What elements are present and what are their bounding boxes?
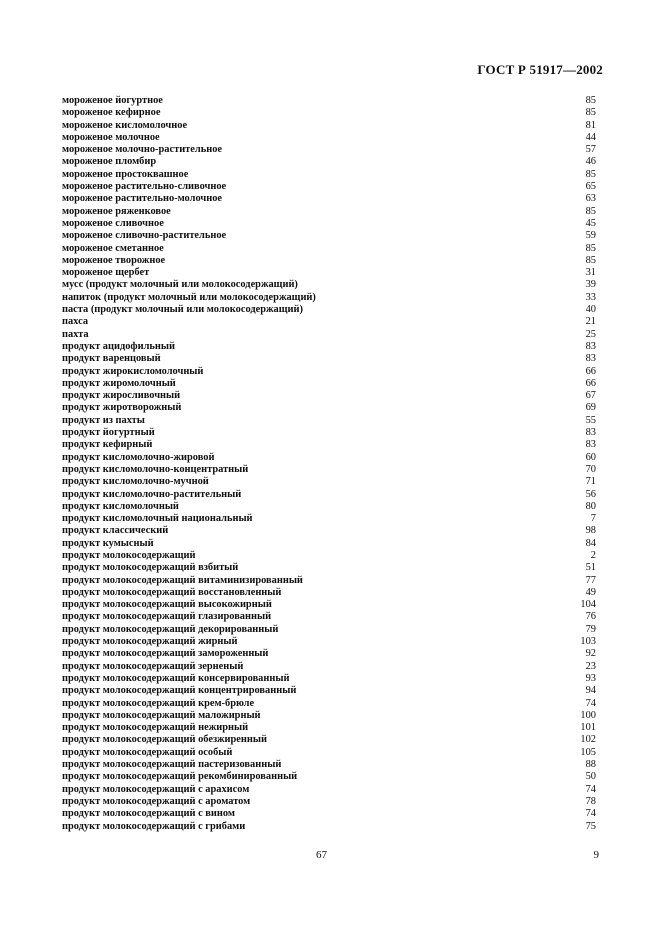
index-page-ref: 57	[585, 144, 596, 156]
index-term: продукт молокосодержащий рекомбинированный	[62, 771, 298, 783]
index-entry	[62, 156, 596, 168]
index-term: продукт жирокисломолочный	[62, 365, 204, 377]
index-term: продукт жиросливочный	[62, 390, 181, 402]
index-entry	[62, 132, 596, 144]
index-entry	[62, 107, 596, 119]
index-entry	[62, 476, 596, 488]
index-entry	[62, 710, 596, 722]
index-term: продукт молокосодержащий восстановленный	[62, 586, 282, 598]
index-entry	[62, 685, 596, 697]
index-page-ref: 49	[585, 586, 596, 598]
index-entry	[62, 821, 596, 833]
index-entry	[62, 169, 596, 181]
index-term: продукт молокосодержащий замороженный	[62, 648, 269, 660]
index-page-ref: 69	[585, 402, 596, 414]
index-page-ref: 66	[585, 365, 596, 377]
index-term: продукт кисломолочно-растительный	[62, 488, 242, 500]
index-page-ref: 85	[585, 95, 596, 106]
index-page-ref: 46	[585, 156, 596, 168]
footer-page-number-center: 67	[316, 849, 327, 861]
index-term: продукт из пахты	[62, 414, 145, 426]
index-page-ref: 83	[585, 439, 596, 451]
index-page-ref: 101	[580, 722, 596, 734]
index-entry	[62, 255, 596, 267]
index-entry	[62, 439, 596, 451]
index-term: продукт молокосодержащий	[62, 549, 196, 561]
index-entry	[62, 599, 596, 611]
index-page-ref: 31	[585, 267, 596, 279]
index-page-ref: 105	[580, 746, 596, 758]
index-page-ref: 74	[585, 808, 596, 820]
index-term: мороженое молочное	[62, 131, 160, 143]
index-term: продукт молокосодержащий нежирный	[62, 722, 249, 734]
index-page-ref: 67	[585, 390, 596, 402]
index-page-ref: 66	[585, 377, 596, 389]
index-entry	[62, 329, 596, 341]
index-entry	[62, 279, 596, 291]
index-term: продукт кисломолочный национальный	[62, 513, 253, 525]
index-term: мороженое щербет	[62, 267, 150, 279]
index-page-ref: 83	[585, 340, 596, 352]
index-entry	[62, 230, 596, 242]
index-term: продукт молокосодержащий жирный	[62, 636, 238, 648]
index-page-ref: 7	[590, 513, 596, 525]
index-page-ref: 2	[590, 549, 596, 561]
index-term: продукт молокосодержащий консервированный	[62, 672, 290, 684]
index-term: продукт молокосодержащий зерненый	[62, 660, 244, 672]
index-page-ref: 84	[585, 537, 596, 549]
index-page-ref: 80	[585, 500, 596, 512]
index-entry	[62, 673, 596, 685]
index-page-ref: 23	[585, 660, 596, 672]
index-term: мороженое простоквашное	[62, 168, 189, 180]
index-term: мороженое йогуртное	[62, 95, 163, 106]
index-term: продукт классический	[62, 525, 169, 537]
index-page-ref: 100	[580, 709, 596, 721]
index-term: продукт молокосодержащий концентрированный	[62, 685, 297, 697]
index-term: продукт варенцовый	[62, 353, 161, 365]
document-code-header: ГОСТ Р 51917—2002	[477, 62, 603, 77]
index-entry	[62, 193, 596, 205]
index-term: пахса	[62, 316, 89, 328]
index-term: продукт жиротворожный	[62, 402, 182, 414]
index-entry	[62, 489, 596, 501]
index-entry	[62, 661, 596, 673]
index-term: продукт кисломолочно-концентратный	[62, 463, 249, 475]
index-page-ref: 81	[585, 119, 596, 131]
index-page-ref: 75	[585, 820, 596, 832]
index-page-ref: 83	[585, 427, 596, 439]
index-term: продукт молокосодержащий декорированный	[62, 623, 279, 635]
index-entry	[62, 206, 596, 218]
index-term: мороженое кисломолочное	[62, 119, 188, 131]
index-term: мороженое сливочно-растительное	[62, 230, 227, 242]
index-entry	[62, 304, 596, 316]
index-entry	[62, 316, 596, 328]
index-term: продукт молокосодержащий глазированный	[62, 611, 272, 623]
index-entry	[62, 513, 596, 525]
index-page-ref: 94	[585, 685, 596, 697]
index-page-ref: 74	[585, 697, 596, 709]
index-page-ref: 103	[580, 636, 596, 648]
index-term: продукт молокосодержащий высокожирный	[62, 599, 272, 611]
index-page-ref: 77	[585, 574, 596, 586]
index-page-ref: 85	[585, 254, 596, 266]
index-entry	[62, 390, 596, 402]
index-page-ref: 55	[585, 414, 596, 426]
index-page-ref: 56	[585, 488, 596, 500]
index-term: мороженое растительно-молочное	[62, 193, 223, 205]
index-term: продукт кисломолочный	[62, 500, 179, 512]
index-entry	[62, 378, 596, 390]
index-entry	[62, 771, 596, 783]
index-entry	[62, 267, 596, 279]
index-entry	[62, 808, 596, 820]
index-entry	[62, 353, 596, 365]
index-page-ref: 93	[585, 672, 596, 684]
index-term: мороженое сметанное	[62, 242, 164, 254]
index-term: продукт молокосодержащий витаминизированный	[62, 574, 303, 586]
index-entry	[62, 587, 596, 599]
index-page-ref: 79	[585, 623, 596, 635]
index-page-ref: 45	[585, 217, 596, 229]
index-term: мороженое ряженковое	[62, 205, 171, 217]
index-term: продукт молокосодержащий маложирный	[62, 709, 261, 721]
index-term: продукт молокосодержащий крем-брюле	[62, 697, 255, 709]
index-page-ref: 71	[585, 476, 596, 488]
index-term: пахта	[62, 328, 89, 340]
index-term: продукт молокосодержащий взбитый	[62, 562, 239, 574]
index-entry	[62, 427, 596, 439]
footer-page-number-right: 9	[593, 849, 599, 861]
index-page-ref: 33	[585, 291, 596, 303]
index-entry	[62, 575, 596, 587]
index-term: продукт молокосодержащий с грибами	[62, 820, 246, 832]
index-page-ref: 104	[580, 599, 596, 611]
index-page-ref: 76	[585, 611, 596, 623]
index-entry	[62, 636, 596, 648]
index-entry	[62, 624, 596, 636]
index-page-ref: 85	[585, 107, 596, 119]
index-page-ref: 51	[585, 562, 596, 574]
index-entry	[62, 95, 596, 107]
index-term: мороженое творожное	[62, 254, 166, 266]
index-term: мороженое растительно-сливочное	[62, 181, 227, 193]
index-term: продукт кефирный	[62, 439, 153, 451]
index-entry	[62, 415, 596, 427]
index-page-ref: 44	[585, 131, 596, 143]
index-entry	[62, 501, 596, 513]
index-entry	[62, 292, 596, 304]
index-page-ref: 85	[585, 205, 596, 217]
index-term: мороженое кефирное	[62, 107, 161, 119]
index-page-ref: 74	[585, 783, 596, 795]
index-page-ref: 85	[585, 168, 596, 180]
index-page-ref: 59	[585, 230, 596, 242]
index-page-ref: 83	[585, 353, 596, 365]
index-page-ref: 98	[585, 525, 596, 537]
index-term: продукт кумысный	[62, 537, 154, 549]
index-entry	[62, 452, 596, 464]
index-page-ref: 60	[585, 451, 596, 463]
index-entry	[62, 722, 596, 734]
index-term: продукт жиромолочный	[62, 377, 176, 389]
index-term: продукт кисломолочно-жировой	[62, 451, 215, 463]
index-page-ref: 25	[585, 328, 596, 340]
index-entry	[62, 120, 596, 132]
index-page-ref: 92	[585, 648, 596, 660]
index-entry	[62, 648, 596, 660]
index-page-ref: 70	[585, 463, 596, 475]
index-entry	[62, 464, 596, 476]
index-entry	[62, 698, 596, 710]
index-entry	[62, 550, 596, 562]
index-page-ref: 21	[585, 316, 596, 328]
index-entry	[62, 562, 596, 574]
index-term: напиток (продукт молочный или молокосодержащий)	[62, 291, 316, 303]
index-term: мусс (продукт молочный или молокосодержащий)	[62, 279, 298, 291]
index-entry	[62, 538, 596, 550]
index-entry	[62, 402, 596, 414]
index-page-ref: 85	[585, 242, 596, 254]
index-term: мороженое пломбир	[62, 156, 157, 168]
index-entry	[62, 796, 596, 808]
index-page-ref: 65	[585, 181, 596, 193]
index-page-ref: 102	[580, 734, 596, 746]
index-entry	[62, 784, 596, 796]
index-entry	[62, 243, 596, 255]
index-entry	[62, 341, 596, 353]
index-page-ref: 88	[585, 759, 596, 771]
index-term: продукт молокосодержащий обезжиренный	[62, 734, 267, 746]
index-page-ref: 40	[585, 304, 596, 316]
index-page-ref: 39	[585, 279, 596, 291]
index-page-ref: 50	[585, 771, 596, 783]
index-entry	[62, 525, 596, 537]
index-entry	[62, 734, 596, 746]
index-term: продукт молокосодержащий с вином	[62, 808, 235, 820]
index-entry	[62, 366, 596, 378]
index-term: продукт молокосодержащий с арахисом	[62, 783, 250, 795]
index-term: мороженое сливочное	[62, 217, 164, 229]
index-term: паста (продукт молочный или молокосодержащий)	[62, 304, 303, 316]
index-term: продукт кисломолочно-мучной	[62, 476, 209, 488]
index-entry	[62, 144, 596, 156]
index-page-ref: 78	[585, 795, 596, 807]
index-term: продукт молокосодержащий пастеризованный	[62, 759, 282, 771]
index-entry	[62, 218, 596, 230]
index-term: мороженое молочно-растительное	[62, 144, 223, 156]
index-entry	[62, 747, 596, 759]
index-term: продукт йогуртный	[62, 427, 155, 439]
index-term: продукт ацидофильный	[62, 340, 176, 352]
index-term: продукт молокосодержащий особый	[62, 746, 233, 758]
index-entry	[62, 611, 596, 623]
index-entry	[62, 759, 596, 771]
index-entry	[62, 181, 596, 193]
index-term: продукт молокосодержащий с ароматом	[62, 795, 251, 807]
index-page-ref: 63	[585, 193, 596, 205]
alphabetical-index	[62, 95, 596, 833]
